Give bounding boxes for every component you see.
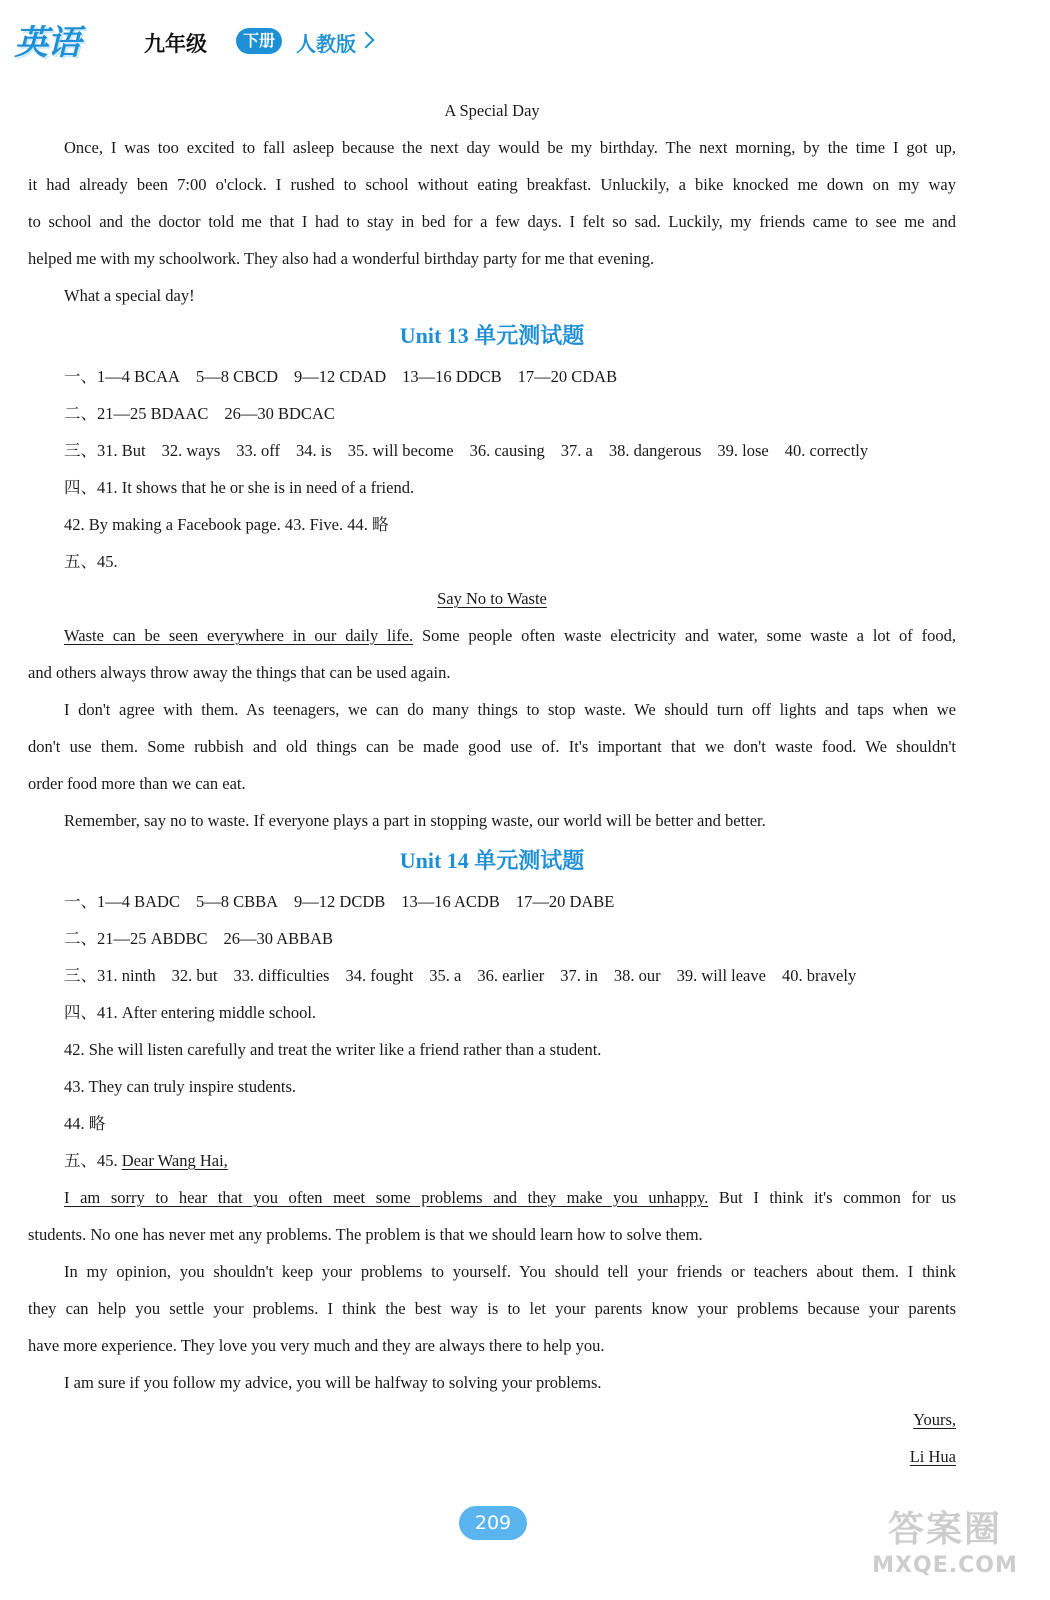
page-header [14, 22, 414, 68]
essay-line: to school and the doctor told me that I had to stay in bed for a few days. I felt so sad. Luckily, my friends came to see me and [28, 212, 956, 231]
essay-line: I don't agree with them. As teenagers, we can do many things to stop waste. We should turn off lights and taps when we [64, 700, 956, 719]
unit13-part5: 五、45. [64, 552, 118, 571]
unit14-part4-q42: 42. She will listen carefully and treat the writer like a friend rather than a student. [64, 1040, 602, 1059]
essay-line: helped me with my schoolwork. They also had a wonderful birthday party for me that evening. [28, 249, 655, 268]
watermark-logo: 答案圈 MXQE.COM [872, 1509, 1018, 1578]
letter-line: they can help you settle your problems. I think the best way is to let your parents know your problems because your parents [28, 1299, 956, 1318]
unit13-title: Unit 13 单元测试题 [399, 323, 585, 348]
unit14-part4-q44: 44. 略 [64, 1114, 106, 1133]
chevron-right-icon [358, 32, 375, 49]
letter-signature: Li Hua [909, 1447, 956, 1466]
letter-line: have more experience. They love you very much and they are always there to help you. [28, 1336, 605, 1355]
essay-line: Once, I was too excited to fall asleep because the next day would be my birthday. The next morning, by the time I got up, [64, 138, 956, 157]
unit13-part1: 一、1—4 BCAA 5—8 CBCD 9—12 CDAD 13—16 DDCB 17—20 CDAB [64, 367, 618, 386]
letter-line: I am sorry to hear that you often meet some problems and they make you unhappy. But I think it's common for us [64, 1188, 956, 1207]
volume-badge: 下册 [236, 28, 282, 54]
essay-closing: What a special day! [64, 286, 195, 305]
letter-line: I am sure if you follow my advice, you will be halfway to solving your problems. [64, 1373, 602, 1392]
letter-line: In my opinion, you shouldn't keep your problems to yourself. You should tell your friends or teachers about them. I think [64, 1262, 956, 1281]
edition-label: 人教版 [296, 32, 356, 56]
letter-salutation: Dear Wang Hai, [121, 1151, 228, 1170]
answer-content [28, 92, 956, 1475]
unit13-part2: 二、21—25 BDAAC 26—30 BDCAC [64, 404, 335, 423]
unit14-title: Unit 14 单元测试题 [399, 848, 585, 873]
unit14-part5: 五、45. Dear Wang Hai, [64, 1151, 228, 1170]
subject-logo: 英语 [14, 23, 80, 63]
grade-label: 九年级 [144, 32, 207, 56]
essay-line: Remember, say no to waste. If everyone plays a part in stopping waste, our world will be better and better. [64, 811, 766, 830]
essay-line: Waste can be seen everywhere in our daily life. Some people often waste electricity and water, some waste a lot of food, [64, 626, 956, 645]
unit13-part4-q41: 四、41. It shows that he or she is in need of a friend. [64, 478, 415, 497]
essay-line: order food more than we can eat. [28, 774, 246, 793]
unit14-part4-q41: 四、41. After entering middle school. [64, 1003, 317, 1022]
essay-line: don't use them. Some rubbish and old things can be made good use of. It's important that we don't waste food. We shouldn't [28, 737, 956, 756]
essay-line: it had already been 7:00 o'clock. I rushed to school without eating breakfast. Unluckily, a bike knocked me down on my way [28, 175, 956, 194]
page-number: 209 [459, 1506, 527, 1540]
letter-sign-off: Yours, [913, 1410, 956, 1429]
unit13-part3: 三、31. But 32. ways 33. off 34. is 35. will become 36. causing 37. a 38. dangerous 39. lose 40. correctly [64, 441, 869, 460]
unit14-part2: 二、21—25 ABDBC 26—30 ABBAB [64, 929, 334, 948]
unit14-part1: 一、1—4 BADC 5—8 CBBA 9—12 DCDB 13—16 ACDB 17—20 DABE [64, 892, 615, 911]
unit13-part4-q42-44: 42. By making a Facebook page. 43. Five. 44. 略 [64, 515, 389, 534]
letter-line: students. No one has never met any problems. The problem is that we should learn how to solve them. [28, 1225, 703, 1244]
essay-line: and others always throw away the things that can be used again. [28, 663, 451, 682]
unit14-part3: 三、31. ninth 32. but 33. difficulties 34. fought 35. a 36. earlier 37. in 38. our 39. will leave 40. bravely [64, 966, 857, 985]
essay-title: A Special Day [444, 101, 540, 120]
waste-essay-title: Say No to Waste [437, 589, 547, 608]
unit14-part4-q43: 43. They can truly inspire students. [64, 1077, 297, 1096]
